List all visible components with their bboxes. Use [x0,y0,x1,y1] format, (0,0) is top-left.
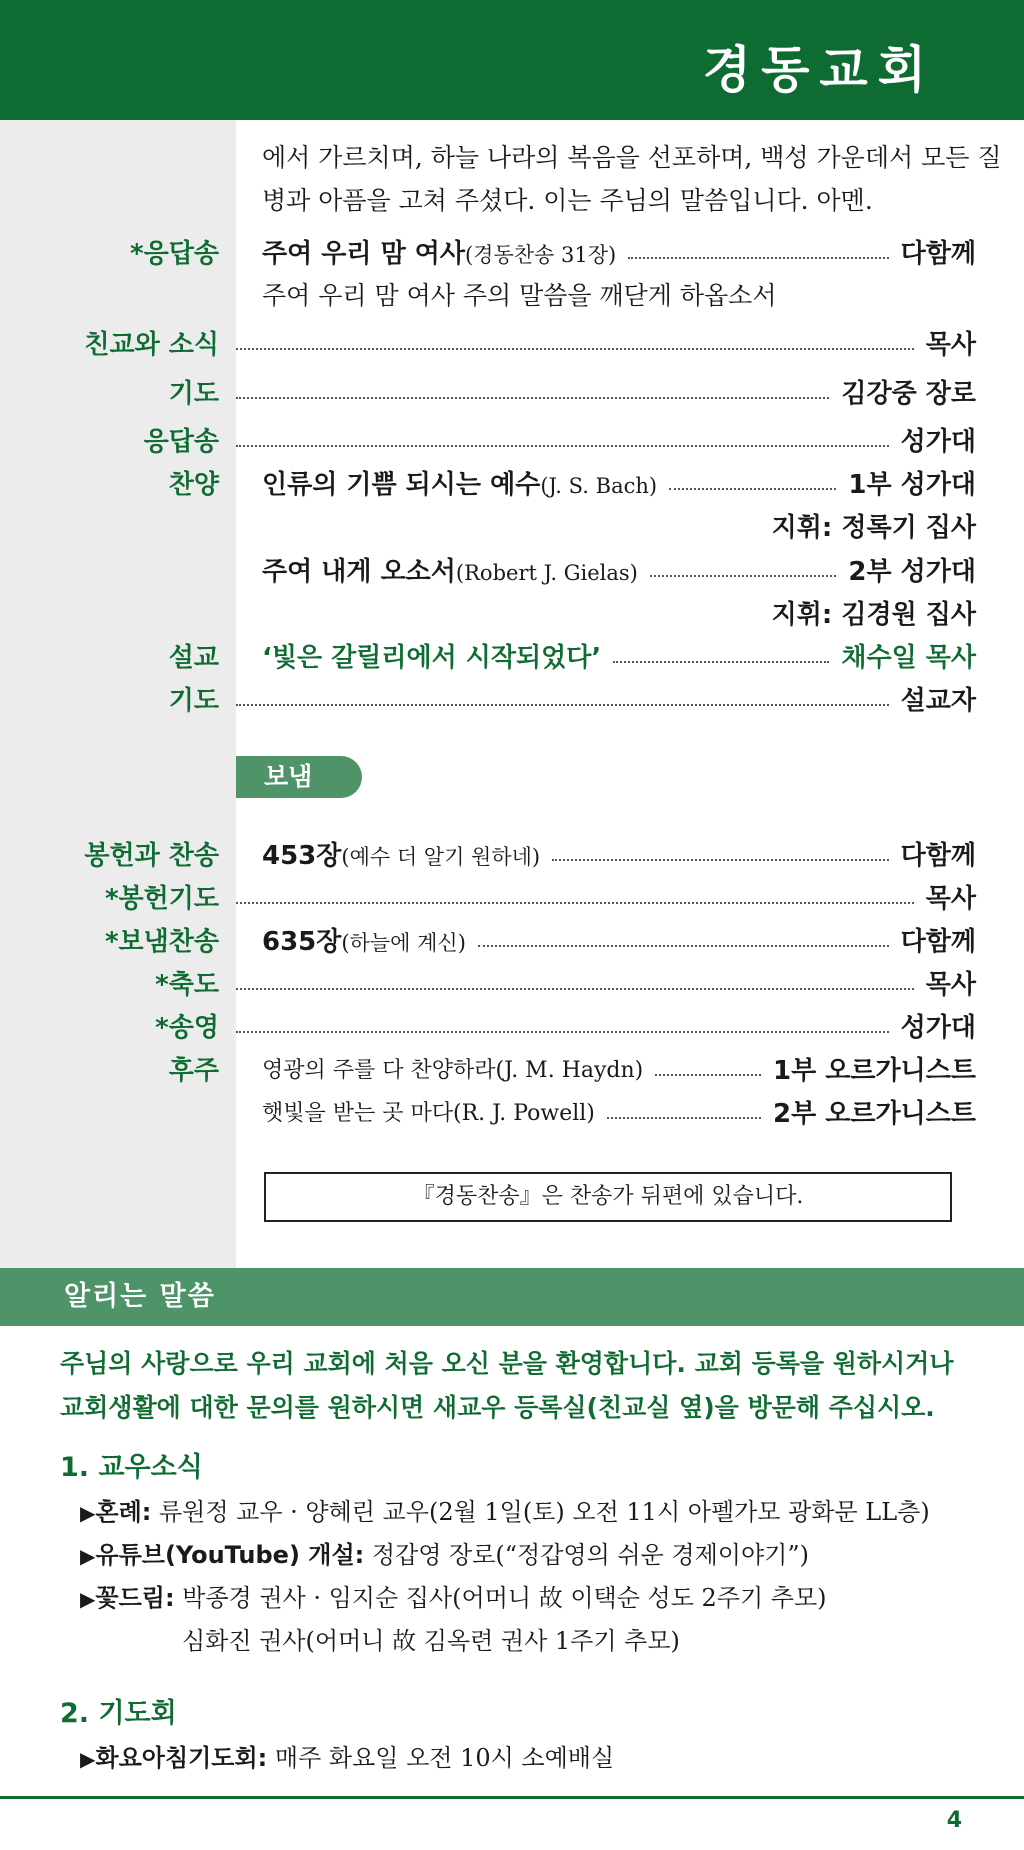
benediction-who: 목사 [925,970,976,1000]
label-response-song-2: 응답송 [143,427,219,457]
intro-line-2: 병과 아픔을 고쳐 주셨다. 이는 주님의 말씀입니다. 아멘. [262,186,873,215]
leader-dots [236,445,889,447]
leader-dots [236,902,914,904]
postlude-2-title: 햇빛을 받는 곳 마다(R. J. Powell) [262,1101,595,1126]
row-offering-hymn [0,836,1024,876]
leader-dots [236,704,889,706]
response-song-ref: (경동찬송 31장) [464,242,617,267]
arrow-icon: ▶ [80,1501,96,1525]
welcome-line-1: 주님의 사랑으로 우리 교회에 처음 오신 분을 환영합니다. 교회 등록을 원하시거나 [60,1349,954,1378]
item-key: 화요아침기도회: [95,1744,268,1772]
list-item [80,1578,827,1619]
row-anthem-2 [0,552,1024,592]
hymnal-note-box: 『경동찬송』은 찬송가 뒤편에 있습니다. [264,1172,952,1222]
offering-hymn-who: 다함께 [900,841,976,871]
leader-dots [236,1031,889,1033]
row-fellowship [0,325,1024,365]
item-text: 매주 화요일 오전 10시 소예배실 [267,1744,615,1772]
leader-dots [650,575,837,577]
label-offering-prayer: *봉헌기도 [104,884,219,914]
leader-dots [236,397,829,399]
label-sermon: 설교 [168,643,219,673]
section-prayer-meeting-title: 2. 기도회 [60,1698,177,1729]
arrow-icon: ▶ [80,1747,96,1771]
response-song-lyric: 주여 우리 맘 여사 주의 말씀을 깨닫게 하옵소서 [262,281,777,310]
item-text: 정갑영 장로(“정갑영의 쉬운 경제이야기”) [364,1541,809,1569]
row-response-song [0,234,1024,274]
list-item [80,1492,930,1533]
row-response-song-2 [0,422,1024,462]
arrow-icon: ▶ [80,1544,96,1568]
anthem-2-who: 2부 성가대 [848,557,976,587]
intro-line-1: 에서 가르치며, 하늘 나라의 복음을 선포하며, 백성 가운데서 모든 질 [262,143,1002,172]
label-fellowship: 친교와 소식 [84,330,219,360]
fellowship-who: 목사 [925,330,976,360]
row-postlude-2 [0,1094,1024,1134]
sending-hymn-num: 635장 [262,926,342,957]
label-sending-hymn: *보냄찬송 [104,927,219,957]
postlude-1-title: 영광의 주를 다 찬양하라(J. M. Haydn) [262,1058,644,1083]
section-member-news-title: 1. 교우소식 [60,1452,203,1483]
list-item [80,1535,809,1576]
sermon-title: ‘빛은 갈릴리에서 시작되었다’ [262,643,602,673]
label-anthem: 찬양 [168,470,219,500]
leader-dots [236,988,914,990]
anthem-1-who: 1부 성가대 [848,470,976,500]
item-text: 박종경 권사 · 임지순 집사(어머니 故 이택순 성도 2주기 추모) [174,1584,827,1612]
row-offering-prayer [0,879,1024,919]
label-prayer: 기도 [168,379,219,409]
row-prayer-2 [0,681,1024,721]
label-postlude: 후주 [168,1056,219,1086]
label-response-song: *응답송 [130,239,219,269]
anthem-2-conductor: 지휘: 김경원 집사 [771,600,976,630]
footer-divider [0,1796,1024,1799]
list-item [80,1738,614,1779]
row-benediction [0,965,1024,1005]
section-sending-pill: 보냄 [236,756,362,798]
arrow-icon: ▶ [80,1587,96,1611]
announcements-heading: 알리는 말씀 [64,1281,216,1312]
postlude-1-who: 1부 오르가니스트 [773,1056,976,1086]
label-prayer-2: 기도 [168,686,219,716]
announcements-bar [0,1268,1024,1326]
leader-dots [552,859,889,861]
offering-prayer-who: 목사 [925,884,976,914]
row-sermon [0,638,1024,678]
leader-dots [613,661,829,663]
leader-dots [236,348,914,350]
item-key: 꽃드림: [95,1584,175,1612]
offering-hymn-num: 453장 [262,840,342,871]
anthem-1-title: 인류의 기쁨 되시는 예수 [262,469,541,500]
anthem-1-conductor: 지휘: 정록기 집사 [771,513,976,543]
item-text: 류원정 교우 · 양혜린 교우(2월 1일(토) 오전 11시 아펠가모 광화문 LL층) [151,1498,930,1526]
label-benediction: *축도 [155,970,219,1000]
doxology-who: 성가대 [900,1013,976,1043]
item-key: 혼례: [95,1498,152,1526]
response-song-who: 다함께 [900,239,976,269]
item-key: 유튜브(YouTube) 개설: [95,1541,365,1569]
response-song-title: 주여 우리 맘 여사 [262,238,465,269]
page-number: 4 [946,1808,962,1833]
welcome-message [60,1342,1000,1430]
offering-hymn-title: (예수 더 알기 원하네) [341,844,541,869]
leader-dots [628,257,888,259]
anthem-2-composer: (Robert J. Gielas) [455,560,638,585]
sending-hymn-who: 다함께 [900,927,976,957]
leader-dots [607,1117,761,1119]
sermon-preacher: 채수일 목사 [841,643,976,673]
anthem-1-composer: (J. S. Bach) [540,473,658,498]
leader-dots [478,945,889,947]
response-song-2-who: 성가대 [900,427,976,457]
anthem-2-title: 주여 내게 오소서 [262,556,456,587]
prayer-who: 김강중 장로 [841,379,976,409]
postlude-2-who: 2부 오르가니스트 [773,1099,976,1129]
row-sending-hymn [0,922,1024,962]
row-prayer [0,374,1024,414]
prayer-2-who: 설교자 [900,686,976,716]
leader-dots [655,1074,761,1076]
church-name: 경동교회 [702,41,936,99]
list-item-continuation: 심화진 권사(어머니 故 김옥련 권사 1주기 추모) [182,1627,680,1655]
row-doxology [0,1008,1024,1048]
leader-dots [669,488,836,490]
sending-hymn-title: (하늘에 계신) [341,930,466,955]
label-doxology: *송영 [155,1013,219,1043]
header-bar [0,0,1024,120]
welcome-line-2: 교회생활에 대한 문의를 원하시면 새교우 등록실(친교실 옆)을 방문해 주십시오. [60,1393,935,1422]
label-offering-hymn: 봉헌과 찬송 [84,841,219,871]
row-postlude-1 [0,1051,1024,1091]
row-anthem-1 [0,465,1024,505]
